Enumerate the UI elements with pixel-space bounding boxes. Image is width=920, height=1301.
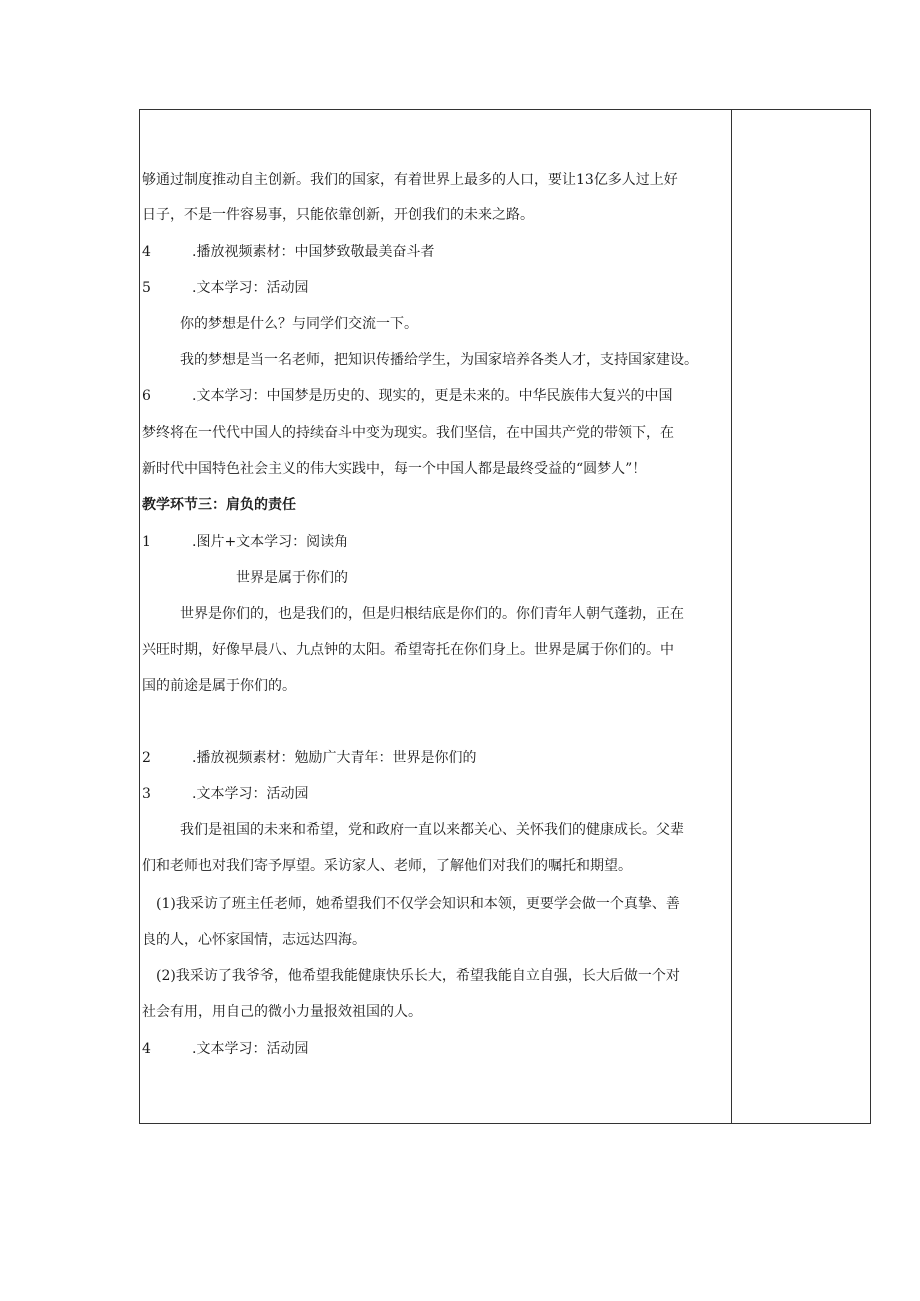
paragraph-line: 们和老师也对我们寄予厚望。采访家人、老师，了解他们对我们的嘱托和期望。 <box>142 858 632 874</box>
item-text: .文本学习：活动园 <box>192 786 309 802</box>
paragraph-line: 你的梦想是什么？与同学们交流一下。 <box>180 316 418 332</box>
paragraph-line: (1)我采访了班主任老师，她希望我们不仅学会知识和本领，更要学会做一个真挚、善 <box>156 896 680 912</box>
paragraph-line: 够通过制度推动自主创新。我们的国家，有着世界上最多的人口，要让13亿多人过上好 <box>142 172 678 188</box>
paragraph-line: (2)我采访了我爷爷，他希望我能健康快乐长大，希望我能自立自强，长大后做一个对 <box>156 968 680 984</box>
item-number: 4 <box>142 1041 151 1057</box>
section-heading: 教学环节三：肩负的责任 <box>142 497 296 513</box>
item-number: 1 <box>142 534 151 550</box>
item-text: .文本学习：活动园 <box>192 280 309 296</box>
item-text: .图片+文本学习：阅读角 <box>192 534 349 550</box>
paragraph-line: 我们是祖国的未来和希望，党和政府一直以来都关心、关怀我们的健康成长。父辈 <box>180 822 684 838</box>
paragraph-line: 我的梦想是当一名老师，把知识传播给学生，为国家培养各类人才，支持国家建设。 <box>180 352 698 368</box>
paragraph-line: 兴旺时期，好像早晨八、九点钟的太阳。希望寄托在你们身上。世界是属于你们的。中 <box>142 642 674 658</box>
column-divider <box>731 109 732 1124</box>
reading-title: 世界是属于你们的 <box>236 570 348 586</box>
paragraph-line: 新时代中国特色社会主义的伟大实践中，每一个中国人都是最终受益的“圆梦人”！ <box>142 461 647 477</box>
paragraph-line: 国的前途是属于你们的。 <box>142 678 296 694</box>
item-number: 3 <box>142 786 151 802</box>
item-number: 2 <box>142 750 151 766</box>
paragraph-line: 社会有用，用自己的微小力量报效祖国的人。 <box>142 1004 422 1020</box>
item-text: .文本学习：中国梦是历史的、现实的，更是未来的。中华民族伟大复兴的中国 <box>192 388 673 404</box>
item-number: 5 <box>142 280 151 296</box>
paragraph-line: 梦终将在一代代中国人的持续奋斗中变为现实。我们坚信，在中国共产党的带领下，在 <box>142 425 674 441</box>
paragraph-line: 日子，不是一件容易事，只能依靠创新，开创我们的未来之路。 <box>142 207 534 223</box>
item-number: 4 <box>142 244 151 260</box>
paragraph-line: 良的人，心怀家国情，志远达四海。 <box>142 932 366 948</box>
item-number: 6 <box>142 388 151 404</box>
item-text: .文本学习：活动园 <box>192 1041 309 1057</box>
item-text: .播放视频素材：勉励广大青年：世界是你们的 <box>192 750 477 766</box>
item-text: .播放视频素材：中国梦致敬最美奋斗者 <box>192 244 435 260</box>
paragraph-line: 世界是你们的，也是我们的，但是归根结底是你们的。你们青年人朝气蓬勃，正在 <box>180 606 684 622</box>
